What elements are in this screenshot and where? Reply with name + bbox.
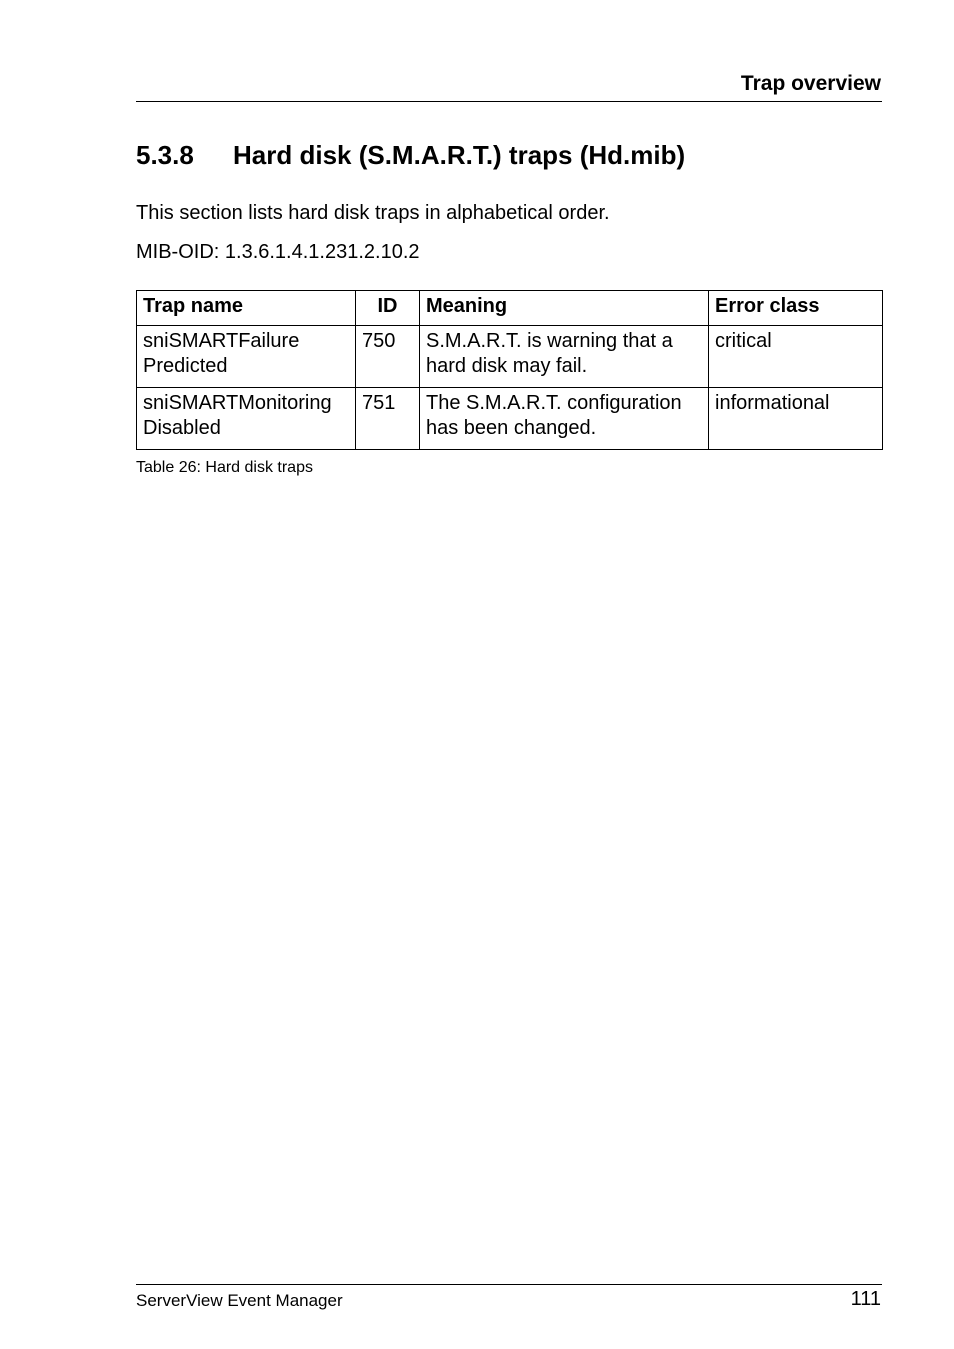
section-number: 5.3.8 (136, 140, 194, 170)
table-header-row (137, 291, 883, 326)
meaning-line: The S.M.A.R.T. configuration (426, 392, 682, 414)
trap-name-line: sniSMARTMonitoring (143, 392, 332, 414)
meaning-line: has been changed. (426, 417, 597, 439)
column-header-trap-name: Trap name (137, 291, 356, 326)
column-header-meaning: Meaning (420, 291, 709, 326)
trap-name-line: Predicted (143, 355, 228, 377)
table-row (137, 388, 883, 450)
intro-paragraph: This section lists hard disk traps in alphabetical order. (136, 202, 610, 224)
hard-disk-traps-table (136, 290, 883, 450)
column-header-error-class: Error class (709, 291, 883, 326)
trap-id-cell: 751 (356, 388, 420, 450)
trap-name-line: Disabled (143, 417, 221, 439)
footer-product-name: ServerView Event Manager (136, 1291, 343, 1310)
meaning-cell (420, 326, 709, 388)
trap-name-cell (137, 326, 356, 388)
footer-rule (136, 1284, 882, 1285)
page-number: 111 (850, 1288, 881, 1310)
section-heading (136, 138, 882, 172)
meaning-cell (420, 388, 709, 450)
mib-oid: MIB-OID: 1.3.6.1.4.1.231.2.10.2 (136, 241, 420, 263)
section-title: Hard disk (S.M.A.R.T.) traps (Hd.mib) (233, 140, 686, 170)
meaning-line: S.M.A.R.T. is warning that a (426, 330, 673, 352)
table-row (137, 326, 883, 388)
error-class-cell: informational (709, 388, 883, 450)
running-header: Trap overview (740, 72, 881, 95)
table-caption: Table 26: Hard disk traps (136, 459, 313, 476)
header-rule (136, 101, 882, 102)
trap-id-cell: 750 (356, 326, 420, 388)
column-header-id: ID (356, 291, 420, 326)
trap-name-line: sniSMARTFailure (143, 330, 300, 352)
error-class-cell: critical (709, 326, 883, 388)
trap-name-cell (137, 388, 356, 450)
meaning-line: hard disk may fail. (426, 355, 588, 377)
